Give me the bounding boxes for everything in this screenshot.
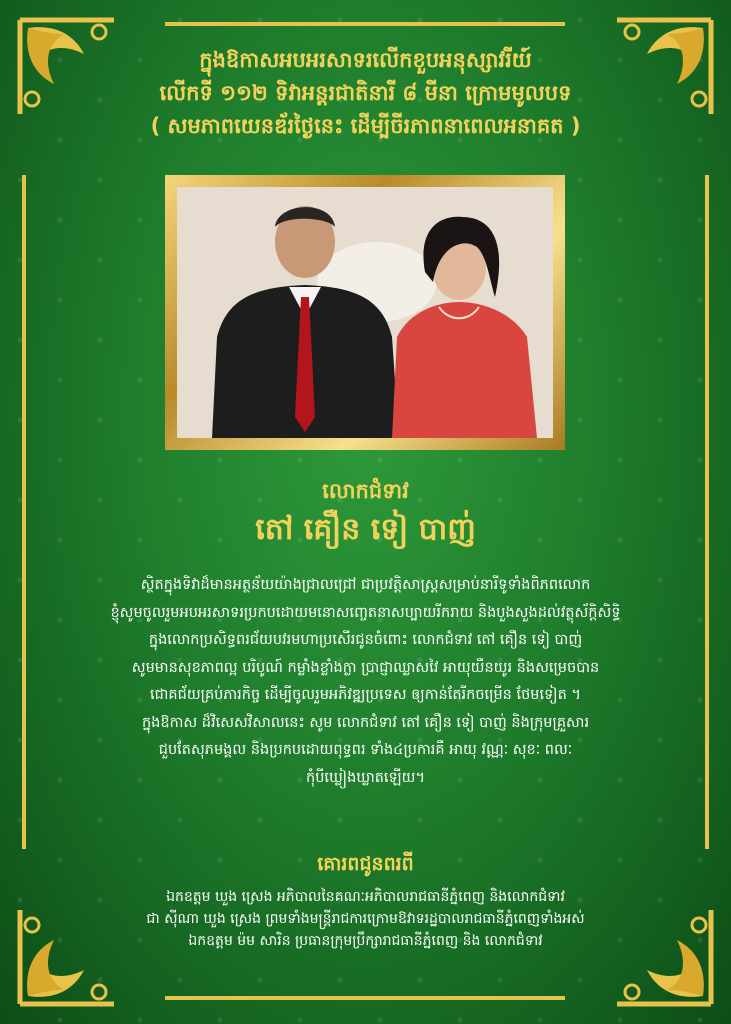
body-line-3: ក្នុងលោកប្រសិទ្ធពរជ័យបវរមហាប្រសើរជូនចំពោះ លោកជំទាវ តៅ គឿន ទៀ បាញ់ [148, 632, 583, 648]
honoree-title: លោកជំទាវ [322, 479, 409, 503]
from-line-2: ជា ស៊ីណា ឃួង ស្រេង ព្រមទាំងមន្ត្រីរាជការក្រោមឱវាទរដ្ឋបាលរាជធានីភ្នំពេញទាំងអស់ [146, 911, 585, 927]
from-line-1: ឯកឧត្តម ឃួង ស្រេង អភិបាលនៃគណៈអភិបាលរាជធានីភ្នំពេញ និងលោកជំទាវ [166, 889, 565, 905]
body-line-2: ខ្ញុំសូមចូលរួមអបអរសាទរប្រកបដោយមនោសញ្ចេតនាសប្បាយរីករាយ និងបួងសួងដល់វត្ថុស័ក្តិសិទ្ធិ [110, 604, 621, 621]
from-signatories [70, 886, 661, 952]
couple-photo-illustration [177, 187, 553, 438]
body-line-8: កុំបីឃ្លៀងឃ្លាតឡើយ។ [305, 769, 426, 786]
photo-frame [165, 175, 565, 450]
couple-photo [177, 187, 553, 438]
bottom-border-line [165, 996, 565, 1000]
title-line-3: ( សមភាពយេនឌ័រថ្ងៃនេះ ដើម្បីចីរភាពនាពេលអនាគត ) [150, 114, 581, 138]
from-heading: គោរពជូនពរពី [317, 853, 414, 875]
top-border-line [165, 22, 565, 26]
honoree-name: តៅ គឿន ទៀ បាញ់ [255, 512, 476, 547]
body-line-1: ស្ថិតក្នុងទិវាដ៏មានអត្ថន័យយ៉ាងជ្រាលជ្រៅ ជាប្រវត្តិសាស្ត្រសម្រាប់នារីទូទាំងពិភពលោក [140, 577, 591, 593]
from-line-3: ឯកឧត្តម ម៉ម សារិន ប្រធានក្រុមប្រឹក្សារាជធានីភ្នំពេញ និង លោកជំទាវ [188, 933, 543, 949]
body-line-6: ក្នុងឱកាស ដ៏វិសេសវិសាលនេះ សូម លោកជំទាវ តៅ គឿន ទៀ បាញ់ និងក្រុមគ្រួសារ [141, 714, 590, 731]
title-line-2: លើកទី ១១២ ទិវាអន្តរជាតិនារី ៨ មីនា ក្រោមមូលបទ [159, 81, 572, 105]
body-line-4: សូមមានសុខភាពល្អ បរិបូណ៍ កម្លាំងខ្លាំងក្លា ប្រាជ្ញាឈ្លាសវៃ អាយុយឺនយូរ និងសម្រេចបាន [131, 659, 600, 676]
greeting-title [60, 44, 671, 143]
greeting-body [70, 572, 661, 792]
body-line-7: ជួបតែសុភមង្គល និងប្រកបដោយពុទ្ធពរ ទាំង៤ប្រការគឺ អាយុ វណ្ណៈ សុខៈ ពលៈ [158, 742, 573, 758]
body-line-5: ជោគជ័យគ្រប់ភារកិច្ច ដើម្បីចូលរួមអភិវឌ្ឍប្រទេស ឲ្យកាន់តែរីកចម្រើន ថែមទៀត ។ [150, 687, 581, 703]
title-line-1: ក្នុងឱកាសអបអរសាទរលើកខួបអនុស្សាវរីយ៍ [199, 48, 532, 72]
